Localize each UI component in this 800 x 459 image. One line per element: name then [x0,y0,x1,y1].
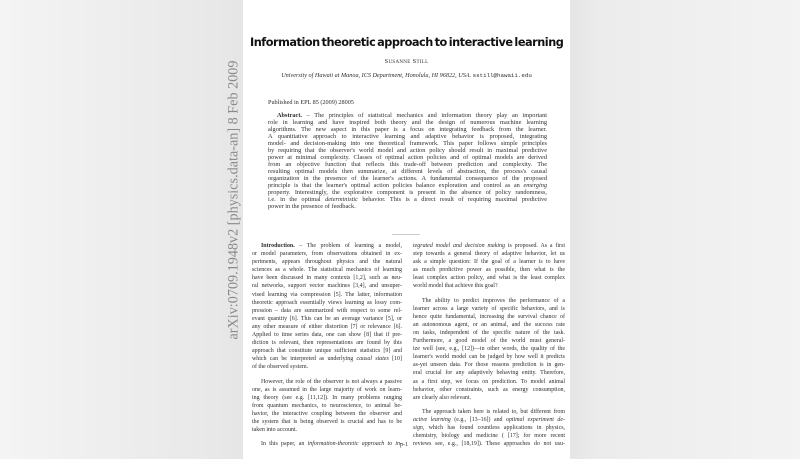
text-line [252,331,402,339]
text-run: diction is relevant, then representations are found by this [252,340,402,347]
text-line [268,203,547,210]
text-run: The approach taken here is related to, but different from [422,408,565,415]
text-run: behavior. This is a direct result of requiring maximal predictive [357,196,547,203]
text-line [413,432,565,440]
text-run: behavior, other constraints, such as energy consumption, [413,386,565,393]
text-line [413,329,565,337]
text-run: vised learning via compression [5]. The latter, information [252,291,402,298]
text-run: ing theory (see e.g. [11,12]). In many problems ranging [252,394,402,401]
right-column [413,242,565,448]
text-run: least complex action policy, and what is the least complex [413,275,565,282]
text-run: Furthermore, a good model of the world must general- [413,338,565,345]
text-line [413,394,565,402]
text-line [252,363,402,371]
text-line [413,408,565,416]
text-run: hence quite fundamental, increasing the survival chance of [413,313,565,320]
abstract [268,112,547,210]
text-line [268,133,547,140]
text-line [252,323,402,331]
text-run: from an objective function that reflects this trade-off between prediction and complexity. The [268,161,547,168]
publication-note: Published in EPL 85 (2009) 28005 [268,99,354,106]
text-run: property. Interestingly, the explorative component is present in the absence of policy randomness, [268,189,547,196]
text-line [413,266,565,274]
text-run: evant quantity [6]. This can be an average variance [5], or [252,315,402,322]
text-run: power in the presence of feedback. [268,203,356,210]
text-line [268,140,547,147]
paper-title: Information theoretic approach to interactive learning [250,36,564,49]
text-run: Abstract. [277,112,303,119]
text-line [413,337,565,345]
author-name: Susanne Still [384,58,429,65]
text-run: ask a simple question: If the goal of a learner is to have [413,259,565,266]
text-line [413,345,565,353]
text-run: as a first step, we focus on prediction. To model animal [413,378,565,385]
text-run: havior, the interactive coupling between the observer and [252,410,402,417]
text-run: pression – data are summarized with respect to some rel- [252,307,402,314]
text-run: causal states [356,356,389,363]
text-run: deterministic [325,196,358,203]
text-line [252,426,402,434]
text-line [252,418,402,426]
text-line [252,282,402,290]
text-line [252,307,402,315]
text-run: Introduction. [261,243,295,249]
text-run: tegrated model and decision making [413,243,505,249]
text-run: world model that achieve this goal? [413,283,498,290]
paragraph [413,297,565,402]
text-run: reviews see, e.g., [18,19]). These approaches do not usu- [413,441,565,448]
paragraph [252,440,402,448]
text-line [252,378,402,386]
text-run: theoretic approach essentially views learning as lossy com- [252,299,402,306]
text-line [268,175,547,182]
text-line [268,182,547,189]
text-run: algorithms. The new aspect in this paper is a focus on integrating feedback from the learner. [268,126,547,133]
text-line [252,347,402,355]
text-run: role in learning and have inspired both theory and the design of numerous machine learning [268,119,547,126]
text-line [252,440,402,448]
text-run: are clearly also relevant. [413,394,472,401]
text-run: Applied to time series data, one can show [8] that if pre- [252,332,402,339]
text-line [413,378,565,386]
text-line [252,410,402,418]
text-run: However, the role of the observer is not always a passive [261,378,402,385]
text-line [268,168,547,175]
text-run: The ability to predict improves the performance of a [422,297,565,304]
text-run: [10] [388,356,402,363]
text-run: , which has found countless applications in physics, [422,424,565,431]
text-run: emerging [523,182,547,189]
arxiv-stamp: arXiv:0709.1948v2 [physics.data-an] 8 Feb 2009 [225,60,242,340]
text-run: eral crucial for any adaptively behaving entity. Therefore, [413,370,565,377]
text-line [252,339,402,347]
text-run: any other measure of either distortion [7] or relevance [6]. [252,323,402,330]
affiliation [250,72,563,79]
text-line [268,189,547,196]
paragraph [252,242,402,372]
text-line [252,355,402,363]
text-run: – The problem of learning a model, [294,243,402,249]
text-run: – The principles of statistical mechanics and information theory play an important [302,112,547,119]
text-line [413,353,565,361]
text-line [413,250,565,258]
text-run: organization in the presence of the learner's actions. A fundamental consequence of the proposed [268,175,547,182]
text-line [268,161,547,168]
text-line [252,291,402,299]
author-email: sstill@hawaii.edu [472,72,532,79]
page-number: p-1 [400,442,408,448]
text-run: is proposed. As a first [504,243,565,249]
text-run: sciences as a whole. The statistical mechanics of learning [252,267,402,274]
text-line [413,416,565,424]
text-line [268,126,547,133]
text-line [413,386,565,394]
text-run: as much predictive power as possible, then what is the [413,267,565,274]
text-run: information-theoretic approach to in- [307,441,402,448]
text-line [252,250,402,258]
text-run: ize well (see, e.g., [12])—in other words, the quality of the [413,346,565,353]
text-run: i.e. in the optimal [268,196,326,203]
text-run: ral networks, support vector machines [3,4], and unsuper- [252,283,402,290]
text-line [413,305,565,313]
text-line [268,119,547,126]
text-line [252,386,402,394]
text-run: approach that constitute unique sufficient statistics [9] and [252,348,402,355]
text-line [252,242,402,250]
text-line [252,258,402,266]
text-run: from quantum mechanics, to neuroscience, to animal be- [252,402,402,409]
text-line [413,424,565,432]
paragraph [252,378,402,435]
text-run: the system that is being observed is crucial and has to be [252,418,402,425]
text-run: model- and decision-making into one theoretical framework. This paper follows simple principles [268,140,547,147]
section-divider [392,234,420,235]
text-run: have been discussed in many contexts [1,2], such as neu- [252,275,402,282]
text-run: an autonomous agent, or an animal, and the success rate [413,321,565,328]
text-run: learner across a large variety of specific behaviors, and is [413,305,565,312]
text-line [268,196,547,203]
text-run: which can be interpreted as underlying [252,356,357,363]
text-run: active learning [413,416,451,423]
text-run: chemistry, biology and medicine ( [17]; for more recent [413,433,565,440]
text-run: A quantitative approach to interactive learning and adaptive behavior is proposed, integrating [268,133,547,140]
text-run: or model parameters, from observations obtained in ex- [252,251,402,258]
text-run: learner's world model can be judged by how well it predicts [413,354,565,361]
text-line [252,402,402,410]
text-run: principle is that the learner's optimal action policies balance exploration and control as an [268,182,524,189]
text-line [252,274,402,282]
text-run: step towards a general theory of adaptive behavior, let us [413,251,565,258]
text-line [252,394,402,402]
text-run: (e.g., [13–16]) and [450,416,506,423]
text-run: on tasks, independent of the specific nature of the task. [413,329,565,336]
text-line [413,321,565,329]
text-run: as-yet unseen data. For those reasons prediction is in gen- [413,362,565,369]
text-run: power at minimal complexity. Classes of optimal action policies and of optimal models are derived [268,154,547,161]
text-line [413,258,565,266]
text-run: sign [413,424,423,431]
text-line [413,242,565,250]
paragraph [413,408,565,448]
text-line [413,282,565,290]
text-run: optimal experiment de- [505,416,566,423]
text-run: taken into account. [252,427,298,434]
text-run: one, as is assumed in the large majority of work on learn- [252,386,402,393]
affiliation-text: University of Hawaii at Manoa, ICS Department, Honolulu, HI 96822, USA. [281,72,472,79]
text-line [268,154,547,161]
text-line [413,361,565,369]
paragraph [413,242,565,291]
text-line [252,299,402,307]
text-line [268,112,547,119]
text-run: periments, appears throughout physics and the natural [252,259,402,266]
text-run: resulting optimal models then summarize, at different levels of abstraction, the process's causal [268,168,547,175]
text-line [268,147,547,154]
text-line [413,274,565,282]
text-line [252,266,402,274]
text-line [413,369,565,377]
text-run: by requiring that the observer's world model and action policy should result in maximal predictive [268,147,547,154]
text-line [413,313,565,321]
text-line [413,440,565,448]
left-column [252,242,402,448]
text-run: of the observed system. [252,364,309,371]
text-line [252,315,402,323]
text-run: In this paper, an [261,441,308,448]
text-line [413,297,565,305]
